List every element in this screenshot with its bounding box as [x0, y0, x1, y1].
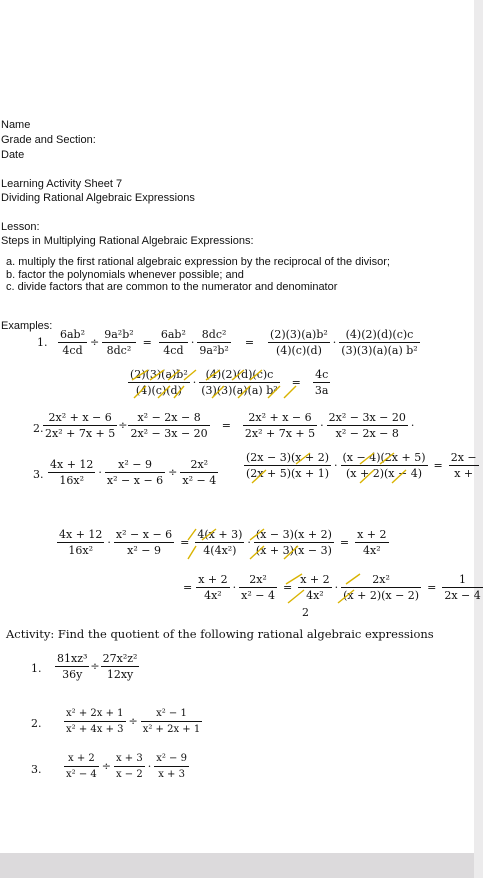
- example-2-line-2: [244, 451, 479, 480]
- ex2-g-num: 2x −: [450, 451, 477, 464]
- ex3-a-den: 16x²: [59, 474, 85, 487]
- equals-sign: =: [221, 419, 231, 432]
- ex2-f-den: (x + 2)(x − 4): [346, 467, 422, 480]
- dot-sign: ·: [147, 760, 152, 773]
- ex3-j-num: 2x²: [239, 573, 277, 588]
- ex2-f-num: (x − 4)(2x + 5): [342, 451, 426, 464]
- ex1-f-num: (4)(2)(d)(c)c: [339, 328, 419, 343]
- ex2-b-den: 2x² − 3x − 20: [130, 427, 208, 440]
- equals-sign: =: [142, 336, 152, 349]
- ex1-g-den: (4)(c)(d): [135, 384, 182, 397]
- ex3-f-num: 4(x + 3): [197, 528, 243, 541]
- ex1-e-num: (2)(3)(a)b²: [270, 328, 328, 341]
- name-label: Name: [1, 119, 31, 131]
- equals-sign: =: [427, 581, 437, 594]
- divide-sign: ÷: [168, 466, 178, 479]
- example-1-line-2: [128, 368, 330, 397]
- ex1-c-num: 6ab²: [160, 328, 186, 341]
- page-bottom-margin: [0, 853, 474, 878]
- equals-sign: =: [180, 536, 190, 549]
- dot-sign: ·: [107, 536, 111, 549]
- dot-sign: ·: [410, 419, 415, 432]
- activity-item-1: [55, 652, 139, 681]
- act3-a-num: x + 2: [64, 752, 99, 767]
- equals-sign: =: [183, 581, 193, 594]
- grade-section-label: Grade and Section:: [1, 134, 96, 146]
- ex3-f-den: 4(4x²): [203, 544, 237, 557]
- examples-label: Examples:: [1, 320, 53, 332]
- example-3-line-3: [183, 573, 483, 602]
- ex3-d-den: 16x²: [68, 544, 94, 557]
- act3-a-den: x² − 4: [66, 769, 97, 780]
- ex3-j-den: x² − 4: [241, 589, 275, 602]
- divide-sign: ÷: [90, 660, 100, 673]
- equals-sign: =: [244, 336, 255, 349]
- ex2-g-den: x +: [454, 467, 474, 480]
- ex3-l-den: (x + 2)(x − 2): [343, 589, 420, 602]
- activity-3-number: 3.: [31, 763, 42, 776]
- dot-sign: ·: [247, 536, 251, 549]
- divide-sign: ÷: [90, 336, 100, 349]
- dot-sign: ·: [332, 336, 337, 349]
- ex2-d-num: 2x² − 3x − 20: [328, 411, 406, 424]
- ex2-e-num: (2x − 3)(x + 2): [246, 451, 329, 464]
- act3-b-den: x − 2: [115, 769, 143, 780]
- act3-c-den: x + 3: [158, 769, 185, 780]
- act1-b-num: 27x²z²: [102, 652, 138, 665]
- divide-sign: ÷: [101, 760, 111, 773]
- ex1-result-num: 4c: [313, 368, 331, 383]
- example-1-line-1: [58, 328, 420, 357]
- date-label: Date: [1, 149, 25, 161]
- equals-sign: =: [282, 581, 293, 594]
- example-2-number: 2.: [33, 422, 44, 435]
- act2-a-den: x² + 4x + 3: [66, 724, 124, 735]
- ex1-f-den: (3)(3)(a)(a) b²: [341, 344, 418, 357]
- ex1-b-num: 9a²b²: [104, 328, 134, 341]
- ex3-i-num: x + 2: [198, 573, 228, 586]
- ex3-c-den: x² − 4: [182, 474, 217, 487]
- ex1-h-num: (4)(2)(d)(c)c: [199, 368, 279, 383]
- ex3-b-den: x² − x − 6: [106, 474, 164, 487]
- ex3-h-den: 4x²: [363, 544, 381, 557]
- ex2-a-den: 2x² + 7x + 5: [45, 427, 116, 440]
- example-3-number: 3.: [33, 468, 44, 481]
- ex1-a-den: 4cd: [62, 344, 83, 357]
- activity-item-2: [64, 707, 202, 736]
- ex3-h-num: x + 2: [357, 528, 387, 541]
- ex2-e-den: (2x + 5)(x + 1): [246, 467, 329, 480]
- example-2-line-1: [43, 411, 417, 440]
- equals-sign: =: [291, 376, 301, 389]
- ex1-e-den: (4)(c)(d): [275, 344, 322, 357]
- activity-2-number: 2.: [31, 717, 42, 730]
- example-3-line-1: [48, 458, 218, 487]
- ex3-g-den: (x + 3)(x − 3): [255, 544, 332, 557]
- dot-sign: ·: [334, 581, 339, 594]
- ex1-result-den: 3a: [314, 384, 329, 397]
- activity-1-number: 1.: [31, 662, 42, 675]
- ex1-d-num: 8dc²: [197, 328, 230, 343]
- equals-sign: =: [339, 536, 350, 549]
- ex3-m-den: 2x − 4: [444, 589, 481, 602]
- act1-b-den: 12xy: [106, 668, 134, 681]
- dot-sign: ·: [334, 459, 338, 472]
- example-3-line-2: [57, 528, 389, 557]
- ex3-l-num: 2x²: [341, 573, 421, 588]
- lesson-step-b: b. factor the polynomials whenever possible; and: [6, 269, 244, 281]
- activity-item-3: [64, 752, 189, 781]
- ex1-d-den: 9a²b²: [199, 344, 229, 357]
- act2-b-den: x² + 2x + 1: [142, 724, 201, 735]
- sheet-title: Learning Activity Sheet 7: [1, 178, 123, 190]
- ex3-k-num: x + 2: [300, 573, 330, 586]
- act2-a-num: x² + 2x + 1: [64, 707, 126, 722]
- ex3-b-num: x² − 9: [105, 458, 165, 473]
- ex1-a-num: 6ab²: [60, 328, 86, 341]
- ex1-h-den: (3)(3)(a)(a) b²: [201, 384, 278, 397]
- dot-sign: ·: [98, 466, 102, 479]
- lesson-heading: Steps in Multiplying Rational Algebraic Expressions:: [1, 235, 254, 247]
- act3-c-num: x² − 9: [154, 752, 189, 767]
- lesson-label: Lesson:: [1, 221, 40, 233]
- divide-sign: ÷: [118, 419, 128, 432]
- ex3-e-den: x² − 9: [127, 544, 161, 557]
- ex2-b-num: x² − 2x − 8: [128, 411, 209, 426]
- dot-sign: ·: [232, 581, 237, 594]
- ex3-a-num: 4x + 12: [50, 458, 94, 471]
- act3-b-num: x + 3: [114, 752, 145, 767]
- activity-title: Activity: Find the quotient of the following rational algebraic expressions: [6, 627, 434, 641]
- lesson-step-c: c. divide factors that are common to the numerator and denominator: [6, 281, 338, 293]
- ex3-note: 2: [302, 606, 309, 619]
- act2-b-num: x² − 1: [141, 707, 203, 722]
- ex1-c-den: 4cd: [163, 344, 184, 357]
- ex3-m-num: 1: [442, 573, 482, 588]
- ex3-g-num: (x − 3)(x + 2): [255, 528, 332, 541]
- act1-a-num: 81xz³: [57, 652, 88, 665]
- ex1-b-den: 8dc²: [106, 344, 132, 357]
- ex2-c-num: 2x² + x − 6: [243, 411, 317, 426]
- equals-sign: =: [433, 459, 443, 472]
- divide-sign: ÷: [128, 715, 138, 728]
- dot-sign: ·: [192, 376, 197, 389]
- ex2-d-den: x² − 2x − 8: [335, 427, 399, 440]
- ex2-a-num: 2x² + x − 6: [43, 411, 117, 426]
- ex3-k-den: 4x²: [306, 589, 324, 602]
- sheet-subtitle: Dividing Rational Algebraic Expressions: [1, 192, 195, 204]
- ex3-i-den: 4x²: [204, 589, 222, 602]
- example-1-number: 1.: [37, 336, 48, 349]
- dot-sign: ·: [190, 336, 195, 349]
- ex1-g-num: (2)(3)(a)b²: [130, 368, 188, 381]
- lesson-step-a: a. multiply the first rational algebraic expression by the reciprocal of the divisor;: [6, 256, 390, 268]
- ex2-c-den: 2x² + 7x + 5: [244, 427, 316, 440]
- ex3-d-num: 4x + 12: [59, 528, 103, 541]
- act1-a-den: 36y: [62, 668, 83, 681]
- ex3-c-num: 2x²: [180, 458, 218, 473]
- dot-sign: ·: [320, 419, 324, 432]
- ex3-e-num: x² − x − 6: [115, 528, 173, 541]
